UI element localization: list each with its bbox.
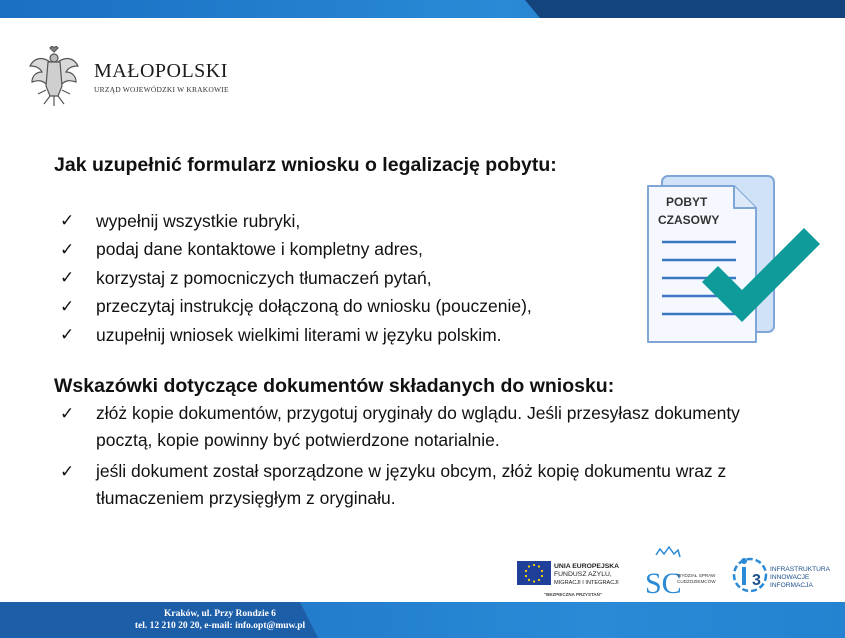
- brand-subtitle: URZĄD WOJEWÓDZKI W KRAKOWIE: [94, 85, 229, 94]
- list-item-text: uzupełnij wniosek wielkimi literami w języku polskim.: [96, 324, 502, 345]
- footer-phone-email: tel. 12 210 20 20, e-mail: info.opt@muw.pl: [134, 621, 306, 631]
- sc-line2: CUDZOZIEMCÓW: [677, 579, 716, 584]
- check-icon: ✓: [60, 404, 75, 423]
- iii-line1: INFRASTRUKTURA: [770, 566, 831, 573]
- list-item: [60, 236, 532, 265]
- document-checkmark-illustration: [638, 170, 828, 350]
- sc-logo: [645, 547, 716, 600]
- doc-title-line1: POBYT: [666, 195, 708, 209]
- check-icon: ✓: [60, 211, 75, 231]
- list-item-text: złóż kopie dokumentów, przygotuj oryginały do wglądu. Jeśli przesyłasz dokumenty pocztą, kopie powinny być potwierdzone notarialnie.: [96, 403, 740, 450]
- list-item: [60, 321, 532, 350]
- brand-title: MAŁOPOLSKI: [94, 60, 228, 82]
- list-item-text: korzystaj z pomocniczych tłumaczeń pytań,: [96, 267, 432, 288]
- section1-heading: Jak uzupełnić formularz wniosku o legalizację pobytu:: [54, 154, 557, 176]
- list-item-text: przeczytaj instrukcję dołączoną do wniosku (pouczenie),: [96, 296, 532, 317]
- list-item-text: wypełnij wszystkie rubryki,: [96, 210, 301, 231]
- check-icon: ✓: [60, 462, 75, 481]
- top-banner-bar: [0, 0, 845, 18]
- sc-letters: SC: [645, 567, 682, 600]
- doc-title-line2: CZASOWY: [658, 213, 720, 227]
- iii-line2: INNOWACJE: [770, 574, 810, 581]
- list-item: [60, 264, 532, 293]
- section2-heading: Wskazówki dotyczące dokumentów składanych do wniosku:: [54, 375, 615, 397]
- eu-line1: UNIA EUROPEJSKA: [554, 563, 620, 570]
- section2-checklist: [60, 400, 776, 512]
- iii-line3: INFORMACJA: [770, 582, 813, 589]
- eu-motto: "BEZPIECZNA PRZYSTAŃ": [544, 592, 603, 597]
- check-icon: ✓: [60, 325, 75, 345]
- check-icon: ✓: [60, 239, 75, 259]
- check-icon: ✓: [60, 268, 75, 288]
- eu-fund-logo: [517, 561, 619, 597]
- list-item: [60, 458, 776, 512]
- check-icon: ✓: [60, 296, 75, 316]
- malopolski-logo: [28, 46, 229, 108]
- sc-line1: WYDZIAŁ SPRAW: [677, 573, 716, 578]
- eu-line2: FUNDUSZ AZYLU,: [554, 571, 612, 578]
- brand-text: [94, 60, 229, 94]
- section1-checklist: [60, 207, 532, 350]
- polish-eagle-emblem-icon: [28, 46, 80, 108]
- iii-logo: [734, 558, 831, 591]
- list-item: [60, 293, 532, 322]
- eu-line3: MIGRACJI I INTEGRACJI: [554, 580, 619, 586]
- footer-address: Kraków, ul. Przy Rondzie 6: [164, 609, 276, 619]
- list-item: [60, 207, 532, 236]
- list-item-text: jeśli dokument został sporządzone w języku obcym, złóż kopię dokumentu wraz z tłumaczeniem przysięgłym z oryginału.: [96, 461, 727, 508]
- svg-text:3: 3: [752, 572, 761, 589]
- list-item-text: podaj dane kontaktowe i kompletny adres,: [96, 239, 423, 260]
- list-item: [60, 400, 776, 454]
- partner-logos: [514, 545, 834, 605]
- footer-contact: [120, 608, 320, 632]
